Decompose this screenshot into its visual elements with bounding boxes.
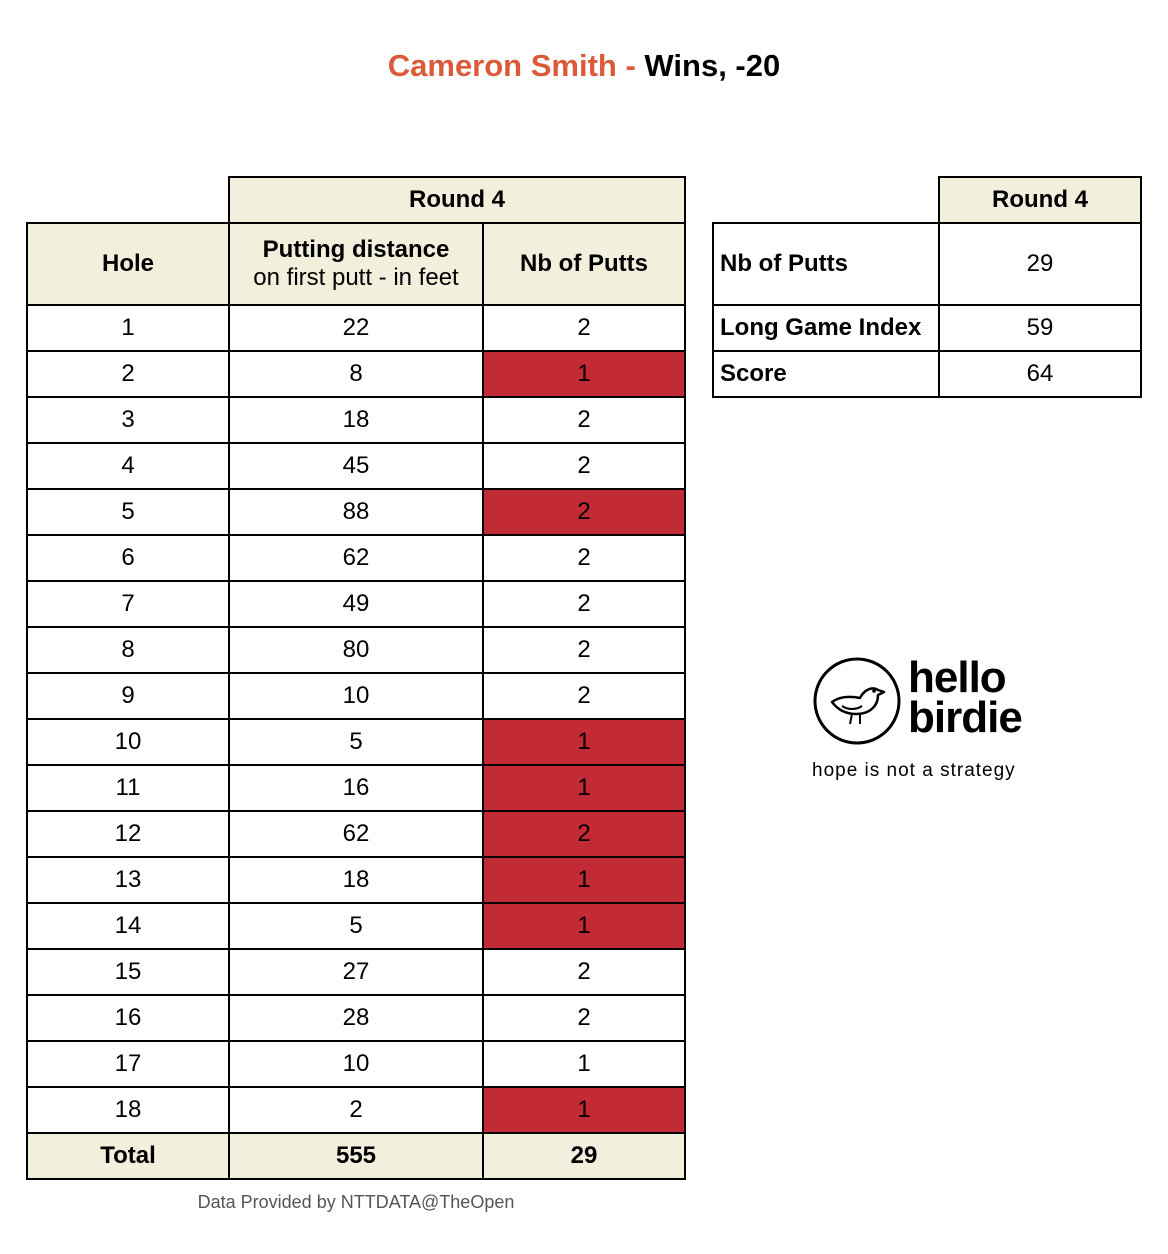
hole-cell: 13 xyxy=(27,857,229,903)
total-label: Total xyxy=(27,1133,229,1179)
putts-cell: 2 xyxy=(483,489,685,535)
table-row xyxy=(27,627,685,673)
distance-cell: 62 xyxy=(229,535,483,581)
empty-cell xyxy=(27,177,229,223)
table-row xyxy=(27,1087,685,1133)
table-row xyxy=(27,397,685,443)
player-name: Cameron Smith xyxy=(387,48,617,83)
total-distance: 555 xyxy=(229,1133,483,1179)
putts-cell: 2 xyxy=(483,535,685,581)
distance-cell: 16 xyxy=(229,765,483,811)
hole-cell: 4 xyxy=(27,443,229,489)
table-row xyxy=(27,765,685,811)
hole-cell: 3 xyxy=(27,397,229,443)
summary-table xyxy=(712,176,1142,398)
summary-label-score: Score xyxy=(713,351,939,397)
table-row xyxy=(27,581,685,627)
distance-cell: 22 xyxy=(229,305,483,351)
distance-cell: 18 xyxy=(229,857,483,903)
hole-cell: 9 xyxy=(27,673,229,719)
distance-cell: 5 xyxy=(229,903,483,949)
hole-cell: 14 xyxy=(27,903,229,949)
table-row xyxy=(27,1041,685,1087)
distance-cell: 18 xyxy=(229,397,483,443)
putts-cell: 2 xyxy=(483,811,685,857)
putts-cell: 2 xyxy=(483,581,685,627)
putts-cell: 2 xyxy=(483,673,685,719)
hole-cell: 2 xyxy=(27,351,229,397)
distance-cell: 80 xyxy=(229,627,483,673)
distance-cell: 10 xyxy=(229,1041,483,1087)
summary-label-putts: Nb of Putts xyxy=(713,223,939,305)
summary-value-score: 64 xyxy=(939,351,1141,397)
hole-cell: 11 xyxy=(27,765,229,811)
putts-cell: 2 xyxy=(483,443,685,489)
putts-cell: 1 xyxy=(483,765,685,811)
distance-cell: 5 xyxy=(229,719,483,765)
hole-cell: 17 xyxy=(27,1041,229,1087)
table-row xyxy=(27,949,685,995)
title-result: Wins, -20 xyxy=(644,48,781,83)
page-title xyxy=(0,48,1168,84)
putts-cell: 1 xyxy=(483,719,685,765)
table-row xyxy=(27,443,685,489)
hole-cell: 5 xyxy=(27,489,229,535)
distance-cell: 10 xyxy=(229,673,483,719)
table-row xyxy=(27,995,685,1041)
distance-cell: 49 xyxy=(229,581,483,627)
hole-cell: 18 xyxy=(27,1087,229,1133)
distance-header-line2: on first putt - in feet xyxy=(253,264,459,291)
distance-cell: 8 xyxy=(229,351,483,397)
distance-cell: 28 xyxy=(229,995,483,1041)
putting-table xyxy=(26,176,686,1180)
hole-cell: 7 xyxy=(27,581,229,627)
distance-cell: 62 xyxy=(229,811,483,857)
putts-cell: 2 xyxy=(483,949,685,995)
hole-cell: 10 xyxy=(27,719,229,765)
summary-round-header: Round 4 xyxy=(939,177,1141,223)
total-putts: 29 xyxy=(483,1133,685,1179)
putts-cell: 1 xyxy=(483,857,685,903)
table-row xyxy=(27,305,685,351)
putts-cell: 2 xyxy=(483,397,685,443)
distance-cell: 2 xyxy=(229,1087,483,1133)
table-row xyxy=(27,857,685,903)
table-row xyxy=(27,673,685,719)
table-row xyxy=(27,351,685,397)
table-row xyxy=(27,535,685,581)
putts-cell: 1 xyxy=(483,1087,685,1133)
summary-value-long-game: 59 xyxy=(939,305,1141,351)
logo-tagline: hope is not a strategy xyxy=(812,760,1016,781)
hole-cell: 8 xyxy=(27,627,229,673)
summary-label-long-game: Long Game Index xyxy=(713,305,939,351)
putts-cell: 1 xyxy=(483,351,685,397)
hole-cell: 12 xyxy=(27,811,229,857)
distance-header xyxy=(229,223,483,305)
distance-header-line1: Putting distance xyxy=(262,236,450,263)
hole-cell: 1 xyxy=(27,305,229,351)
table-row xyxy=(27,811,685,857)
distance-cell: 45 xyxy=(229,443,483,489)
hello-birdie-logo xyxy=(812,653,1052,786)
putts-cell: 2 xyxy=(483,305,685,351)
round-header: Round 4 xyxy=(229,177,685,223)
putts-header: Nb of Putts xyxy=(483,223,685,305)
logo-line1: hello xyxy=(908,653,1006,702)
table-row xyxy=(27,489,685,535)
title-dash: - xyxy=(616,48,645,83)
distance-cell: 88 xyxy=(229,489,483,535)
logo-line2: birdie xyxy=(908,693,1022,742)
hole-cell: 16 xyxy=(27,995,229,1041)
summary-value-putts: 29 xyxy=(939,223,1141,305)
data-source-footer: Data Provided by NTTDATA@TheOpen xyxy=(197,1192,515,1212)
bird-icon xyxy=(812,656,902,746)
hole-cell: 15 xyxy=(27,949,229,995)
table-row xyxy=(27,903,685,949)
putts-cell: 2 xyxy=(483,995,685,1041)
distance-cell: 27 xyxy=(229,949,483,995)
table-row xyxy=(27,719,685,765)
hole-cell: 6 xyxy=(27,535,229,581)
empty-cell xyxy=(713,177,939,223)
hole-header: Hole xyxy=(27,223,229,305)
logo-wordmark xyxy=(908,653,1022,742)
putts-cell: 1 xyxy=(483,903,685,949)
putts-cell: 1 xyxy=(483,1041,685,1087)
putts-cell: 2 xyxy=(483,627,685,673)
